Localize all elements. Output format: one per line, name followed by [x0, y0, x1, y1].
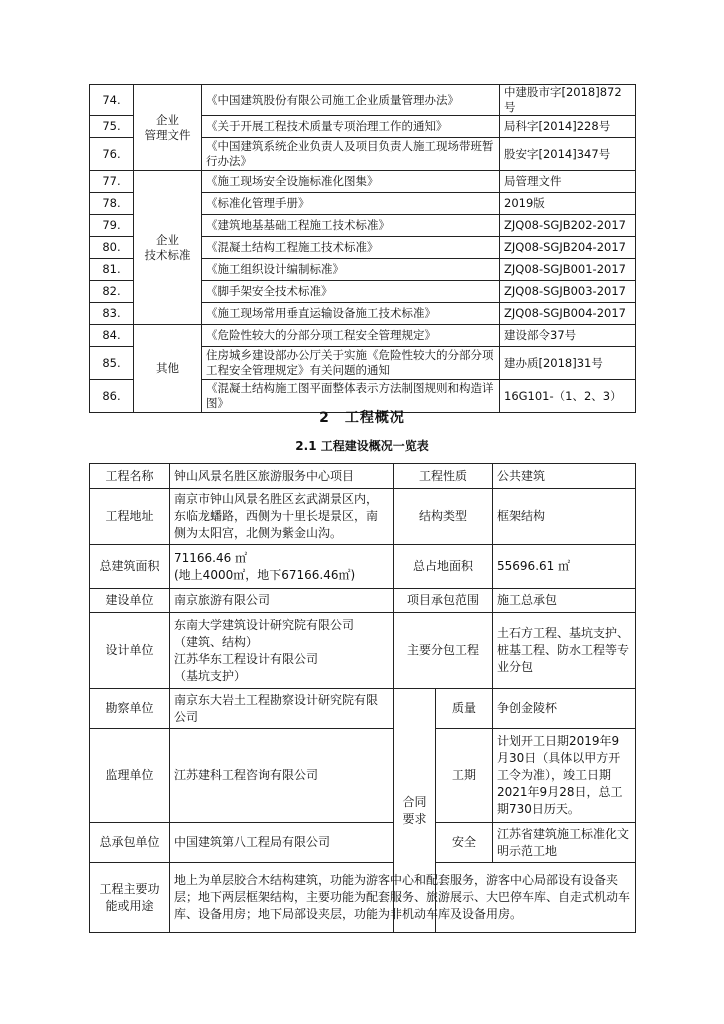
project-nature-label: 工程性质 — [394, 464, 493, 489]
table-row — [90, 85, 636, 116]
owner-label: 建设单位 — [90, 589, 170, 613]
land-area-label: 总占地面积 — [394, 545, 493, 589]
row-number: 76. — [90, 138, 134, 171]
regulation-code: ZJQ08-SGJB202-2017 — [500, 215, 636, 237]
survey-value: 南京东大岩土工程勘察设计研究院有限公司 — [170, 689, 394, 729]
general-contractor-label: 总承包单位 — [90, 823, 170, 863]
row-number: 84. — [90, 325, 134, 347]
project-name-label: 工程名称 — [90, 464, 170, 489]
contract-scope-label: 项目承包范围 — [394, 589, 493, 613]
project-address-label: 工程地址 — [90, 489, 170, 545]
row-number: 86. — [90, 380, 134, 413]
row-number: 85. — [90, 347, 134, 380]
regulations-table — [89, 84, 636, 413]
table-row — [90, 613, 636, 689]
regulation-title: 《脚手架安全技术标准》 — [202, 281, 500, 303]
regulation-title: 《施工现场安全设施标准化图集》 — [202, 171, 500, 193]
supervisor-label: 监理单位 — [90, 729, 170, 823]
row-number: 78. — [90, 193, 134, 215]
regulation-title: 《关于开展工程技术质量专项治理工作的通知》 — [202, 116, 500, 138]
table-row — [90, 689, 636, 729]
regulation-title: 《混凝土结构施工图平面整体表示方法制图规则和构造详图》 — [202, 380, 500, 413]
table-row — [90, 545, 636, 589]
table-row — [90, 171, 636, 193]
project-address-value: 南京市钟山风景名胜区玄武湖景区内，东临龙蟠路，西侧为十里长堤景区，南侧为太阳宫，北侧为紫金山沟。 — [170, 489, 394, 545]
land-area-value: 55696.61 ㎡ — [493, 545, 636, 589]
table-row — [90, 589, 636, 613]
contract-requirements-label: 合同 要求 — [394, 689, 436, 933]
regulation-title: 《中国建筑股份有限公司施工企业质量管理办法》 — [202, 85, 500, 116]
row-number: 80. — [90, 237, 134, 259]
regulation-title: 住房城乡建设部办公厅关于实施《危险性较大的分部分项工程安全管理规定》有关问题的通知 — [202, 347, 500, 380]
group-enterprise-mgmt: 企业 管理文件 — [134, 85, 202, 171]
project-overview-table — [89, 463, 636, 933]
function-label: 工程主要功能或用途 — [90, 863, 170, 933]
group-enterprise-std: 企业 技术标准 — [134, 171, 202, 325]
table-row — [90, 489, 636, 545]
regulation-title: 《危险性较大的分部分项工程安全管理规定》 — [202, 325, 500, 347]
subcontract-label: 主要分包工程 — [394, 613, 493, 689]
subcontract-value: 土石方工程、基坑支护、桩基工程、防水工程等专业分包 — [493, 613, 636, 689]
regulation-code: 局管理文件 — [500, 171, 636, 193]
safety-label: 安全 — [436, 823, 493, 863]
table-row — [90, 464, 636, 489]
row-number: 82. — [90, 281, 134, 303]
regulation-code: 建办质[2018]31号 — [500, 347, 636, 380]
safety-value: 江苏省建筑施工标准化文明示范工地 — [493, 823, 636, 863]
table-row — [90, 729, 636, 823]
period-label: 工期 — [436, 729, 493, 823]
row-number: 83. — [90, 303, 134, 325]
regulation-title: 《混凝土结构工程施工技术标准》 — [202, 237, 500, 259]
general-contractor-value: 中国建筑第八工程局有限公司 — [170, 823, 394, 863]
regulation-code: ZJQ08-SGJB204-2017 — [500, 237, 636, 259]
table-row — [90, 325, 636, 347]
regulation-title: 《中国建筑系统企业负责人及项目负责人施工现场带班暂行办法》 — [202, 138, 500, 171]
section-title: 2 工程概况 — [319, 410, 405, 426]
regulation-code: 16G101-（1、2、3） — [500, 380, 636, 413]
total-area-label: 总建筑面积 — [90, 545, 170, 589]
regulation-code: 中建股市字[2018]872号 — [500, 85, 636, 116]
designer-value: 东南大学建筑设计研究院有限公司 （建筑、结构） 江苏华东工程设计有限公司 （基坑支护） — [170, 613, 394, 689]
quality-value: 争创金陵杯 — [493, 689, 636, 729]
regulation-code: ZJQ08-SGJB004-2017 — [500, 303, 636, 325]
group-other: 其他 — [134, 325, 202, 413]
project-name-value: 钟山风景名胜区旅游服务中心项目 — [170, 464, 394, 489]
regulation-title: 《标准化管理手册》 — [202, 193, 500, 215]
regulation-code: 局科字[2014]228号 — [500, 116, 636, 138]
row-number: 79. — [90, 215, 134, 237]
regulation-title: 《建筑地基基础工程施工技术标准》 — [202, 215, 500, 237]
owner-value: 南京旅游有限公司 — [170, 589, 394, 613]
row-number: 74. — [90, 85, 134, 116]
period-value: 计划开工日期2019年9月30日（具体以甲方开工令为准），竣工日期2021年9月28日，总工期730日历天。 — [493, 729, 636, 823]
project-nature-value: 公共建筑 — [493, 464, 636, 489]
regulation-title: 《施工组织设计编制标准》 — [202, 259, 500, 281]
subsection-title: 2.1 工程建设概况一览表 — [295, 439, 429, 453]
contract-scope-value: 施工总承包 — [493, 589, 636, 613]
total-area-value: 71166.46 ㎡ (地上4000㎡，地下67166.46㎡) — [170, 545, 394, 589]
regulation-code: ZJQ08-SGJB001-2017 — [500, 259, 636, 281]
survey-label: 勘察单位 — [90, 689, 170, 729]
structure-type-label: 结构类型 — [394, 489, 493, 545]
table-row — [90, 823, 636, 863]
regulation-code: 建设部令37号 — [500, 325, 636, 347]
function-value: 地上为单层胶合木结构建筑，功能为游客中心和配套服务，游客中心局部设有设备夹层；地下两层框架结构，主要功能为配套服务、旅游展示、大巴停车库、自走式机动车库、设备用房；地下局部设夹层，功能为非机动车库及设备用房。 — [170, 863, 636, 933]
structure-type-value: 框架结构 — [493, 489, 636, 545]
row-number: 81. — [90, 259, 134, 281]
designer-label: 设计单位 — [90, 613, 170, 689]
regulation-title: 《施工现场常用垂直运输设备施工技术标准》 — [202, 303, 500, 325]
table-row — [90, 863, 636, 933]
supervisor-value: 江苏建科工程咨询有限公司 — [170, 729, 394, 823]
quality-label: 质量 — [436, 689, 493, 729]
regulation-code: 2019版 — [500, 193, 636, 215]
regulation-code: 股安字[2014]347号 — [500, 138, 636, 171]
row-number: 75. — [90, 116, 134, 138]
regulation-code: ZJQ08-SGJB003-2017 — [500, 281, 636, 303]
row-number: 77. — [90, 171, 134, 193]
